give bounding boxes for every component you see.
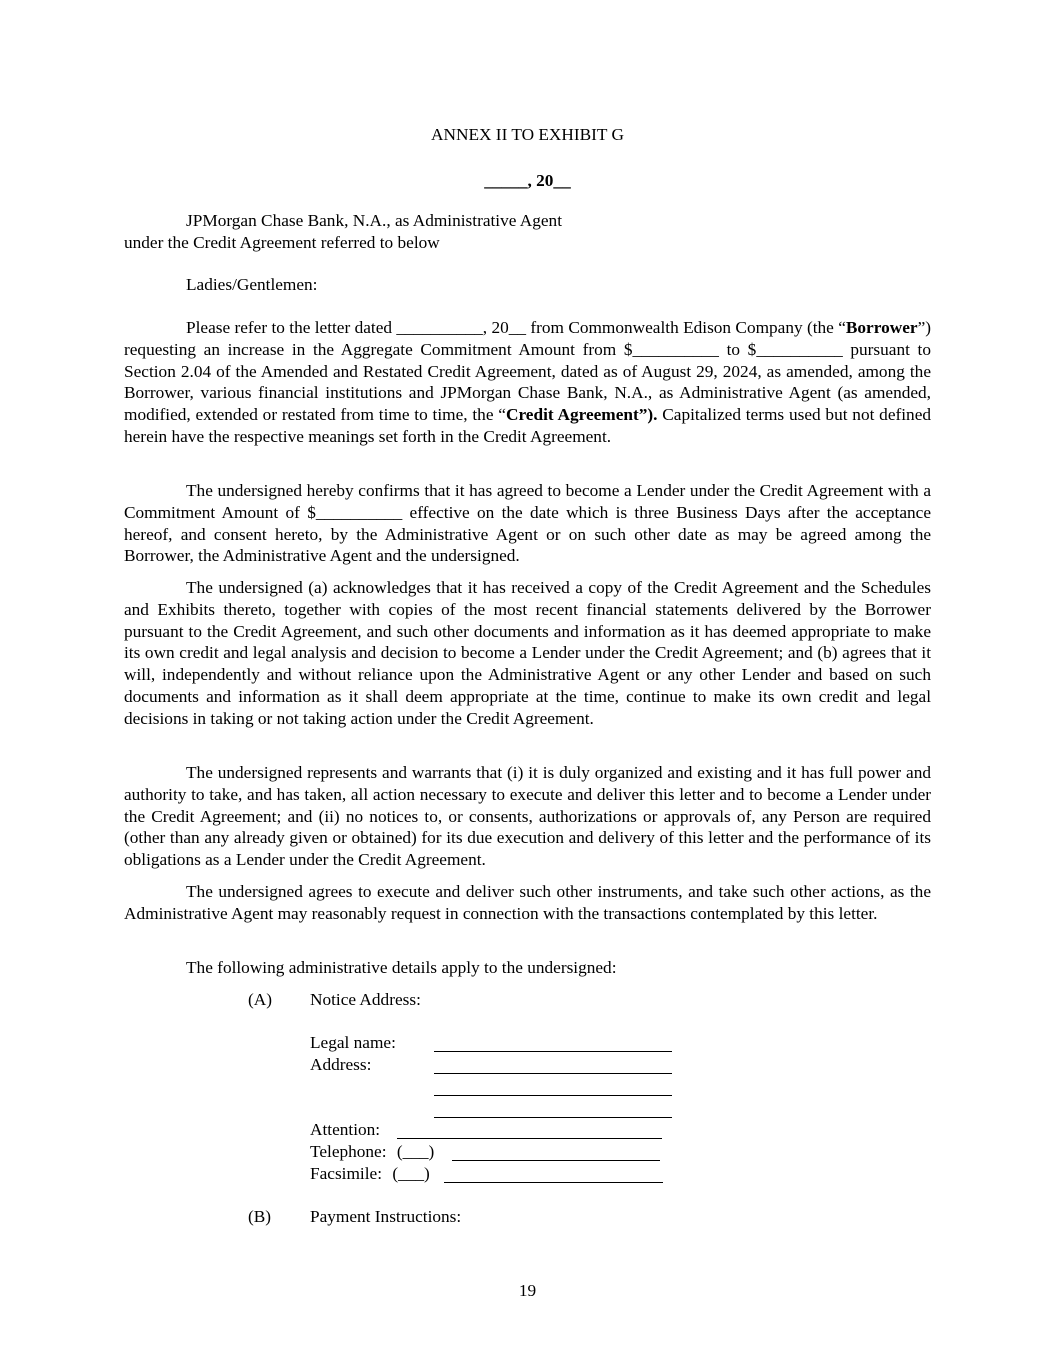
facsimile-blank: [444, 1182, 663, 1183]
address-blank-1: [434, 1073, 672, 1074]
item-a-label: (A): [248, 990, 272, 1009]
paragraph-lender-confirmation: The undersigned hereby confirms that it has agreed to become a Lender under the Credit Agreement with a Commitment Amount of $__________ effective on the date which is three Business Days after the acceptance hereof, and consent hereto, by the Administrative Agent or on such other date as may be agreed among the Borrower, the Administrative Agent and the undersigned.: [124, 481, 931, 566]
item-notice-address: [248, 989, 421, 1011]
borrower-defined-term: Borrower: [845, 318, 918, 337]
addressee-block: [124, 210, 931, 254]
address-blank-3: [434, 1117, 672, 1118]
paragraph-reference-letter: [124, 317, 931, 448]
attention-label: Attention:: [310, 1120, 381, 1139]
legal-name-label: Legal name:: [310, 1033, 396, 1052]
page-number: 19: [518, 1281, 537, 1300]
item-b-label: (B): [248, 1207, 272, 1226]
address-label: Address:: [310, 1055, 372, 1074]
addressee-line-2: under the Credit Agreement referred to below: [124, 232, 440, 252]
attention-blank: [397, 1138, 662, 1139]
telephone-area-code: (___): [396, 1142, 435, 1161]
item-b-text: Payment Instructions:: [310, 1207, 462, 1226]
attention-field: [310, 1119, 380, 1141]
telephone-label: Telephone:: [310, 1142, 387, 1161]
paragraph1-part1: Please refer to the letter dated __________, 20__ from Commonwealth Edison Company (the “: [186, 318, 846, 337]
address-blank-2: [434, 1095, 672, 1096]
telephone-field: [310, 1141, 434, 1163]
paragraph-acknowledgement: The undersigned (a) acknowledges that it has received a copy of the Credit Agreement and the Schedules and Exhibits thereto, together with copies of the most recent financial statements delivered by the Borrower pursuant to the Credit Agreement, and such other documents and information as it has deemed appropriate to make its own credit and legal analysis and decision to become a Lender under the Credit Agreement; and (b) agrees that it will, independently and without reliance upon the Administrative Agent or any other Lender and based on such documents and information as it shall deem appropriate at the time, continue to make its own credit and legal decisions in taking or not taking action under the Credit Agreement.: [124, 578, 931, 728]
facsimile-field: [310, 1163, 430, 1185]
legal-name-field: [310, 1032, 396, 1054]
paragraph-further-assurances: The undersigned agrees to execute and deliver such other instruments, and take such other actions, as the Administrative Agent may reasonably request in connection with the transactions contemplated by this letter.: [124, 882, 931, 923]
legal-name-blank: [434, 1051, 672, 1052]
paragraph1-part2: ”) requesting an increase in the Aggregate Commitment Amount from $__________ to $__________ pursuant to Section 2.04 of the Amended and Restated Credit Agreement, dated as of August 29, 2024, as amended, among the Borrower, various financial institutions and JPMorgan Chase Bank, N.A., as Administrative Agent (as amended, modified, extended or restated from time to time, the “: [124, 318, 931, 425]
paragraph-representations: The undersigned represents and warrants that (i) it is duly organized and existing and it has full power and authority to take, and has taken, all action necessary to execute and deliver this letter and to become a Lender under the Credit Agreement; and (ii) no notices to, or consents, authorizations or approvals of, any Person are required (other than any already given or obtained) for its due execution and delivery of this letter and the performance of its obligations as a Lender under the Credit Agreement.: [124, 763, 931, 870]
item-payment-instructions: [248, 1206, 461, 1228]
paragraph1-part3: Capitalized terms used but not defined herein have the respective meanings set forth in the Credit Agreement.: [124, 405, 932, 446]
document-title: ANNEX II TO EXHIBIT G: [431, 125, 624, 144]
item-a-text: Notice Address:: [310, 990, 421, 1009]
facsimile-label: Facsimile:: [310, 1164, 382, 1183]
facsimile-area-code: (___): [392, 1164, 430, 1183]
addressee-line-1: JPMorgan Chase Bank, N.A., as Administrative Agent: [186, 211, 563, 230]
address-field: [310, 1054, 371, 1076]
date-line: _____, 20__: [484, 171, 571, 190]
salutation: Ladies/Gentlemen:: [186, 275, 318, 294]
paragraph-administrative-details: The following administrative details apply to the undersigned:: [186, 958, 617, 977]
credit-agreement-defined-term: Credit Agreement”).: [505, 405, 658, 425]
telephone-blank: [452, 1160, 660, 1161]
